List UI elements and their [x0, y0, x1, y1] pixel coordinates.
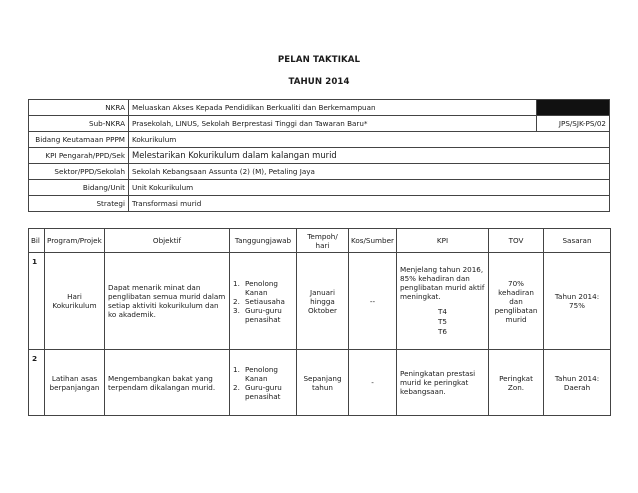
info-row-sektor: [29, 164, 610, 180]
row-program: Latihan asas berpanjangan: [45, 350, 105, 416]
col-kos: Kos/Sumber: [349, 229, 397, 253]
row-sasaran: Tahun 2014: 75%: [544, 253, 611, 350]
bidang-label: Bidang Keutamaan PPPM: [29, 132, 129, 148]
col-kpi: KPI: [397, 229, 489, 253]
col-sasaran: Sasaran: [544, 229, 611, 253]
col-tov: TOV: [489, 229, 544, 253]
row-tanggungjawab: [230, 350, 297, 416]
col-program: Program/Projek: [45, 229, 105, 253]
info-row-strategi: [29, 196, 610, 212]
row-tov: Peringkat Zon.: [489, 350, 544, 416]
col-bil: Bil: [29, 229, 45, 253]
strategi-label: Strategi: [29, 196, 129, 212]
kpi-text: Menjelang tahun 2016, 85% kehadiran dan penglibatan murid aktif meningkat.: [400, 265, 485, 301]
tanggungjawab-list: [233, 365, 293, 401]
row-kpi: Peningkatan prestasi murid ke peringkat kebangsaan.: [397, 350, 489, 416]
row-kos: --: [349, 253, 397, 350]
row-tanggungjawab: [230, 253, 297, 350]
info-row-bidang: [29, 132, 610, 148]
col-tanggungjawab: Tanggungjawab: [230, 229, 297, 253]
info-row-unit: [29, 180, 610, 196]
unit-value: Unit Kokurikulum: [129, 180, 610, 196]
row-tempoh: Januari hingga Oktober: [297, 253, 349, 350]
info-row-subnkra: [29, 116, 610, 132]
row-kpi: [397, 253, 489, 350]
kpi-targets: T4 T5 T6: [438, 307, 447, 336]
tanggungjawab-list: [233, 279, 293, 324]
info-row-kpi: [29, 148, 610, 164]
document-year: TAHUN 2014: [288, 77, 350, 87]
col-tempoh: Tempoh/ hari: [297, 229, 349, 253]
row-tempoh: Sepanjang tahun: [297, 350, 349, 416]
list-item: 3. Guru-guru penasihat: [233, 305, 282, 324]
table-row: [29, 253, 611, 350]
subnkra-label: Sub-NKRA: [29, 116, 129, 132]
document-title: PELAN TAKTIKAL: [277, 55, 361, 65]
table-header-row: [29, 229, 611, 253]
subnkra-value: Prasekolah, LINUS, Sekolah Berprestasi Tinggi dan Tawaran Baru*: [129, 116, 537, 132]
strategi-value: Transformasi murid: [129, 196, 610, 212]
list-item: 2. Setiausaha: [233, 296, 285, 306]
row-tov: 70% kehadiran dan penglibatan murid: [489, 253, 544, 350]
info-table: [28, 99, 610, 212]
row-sasaran: Tahun 2014: Daerah: [544, 350, 611, 416]
nkra-value: Meluaskan Akses Kepada Pendidikan Berkualiti dan Berkemampuan: [129, 100, 537, 116]
list-item: 1. Penolong Kanan: [233, 278, 278, 297]
info-row-nkra: [29, 100, 610, 116]
kpi-label: KPI Pengarah/PPD/Sek: [29, 148, 129, 164]
black-block: [537, 100, 610, 116]
nkra-label: NKRA: [29, 100, 129, 116]
row-objektif: Dapat menarik minat dan penglibatan semua murid dalam setiap aktiviti kokurikulum dan ko akademik.: [105, 253, 230, 350]
table-row: [29, 350, 611, 416]
row-objektif: Mengembangkan bakat yang terpendam dikalangan murid.: [105, 350, 230, 416]
unit-label: Bidang/Unit: [29, 180, 129, 196]
kpi-value: Melestarikan Kokurikulum dalam kalangan murid: [129, 148, 610, 164]
row-kos: -: [349, 350, 397, 416]
row-bil: 1: [29, 253, 45, 350]
bidang-value: Kokurikulum: [129, 132, 610, 148]
plan-table: [28, 228, 611, 416]
col-objektif: Objektif: [105, 229, 230, 253]
row-program: Hari Kokurikulum: [45, 253, 105, 350]
sektor-label: Sektor/PPD/Sekolah: [29, 164, 129, 180]
row-bil: 2: [29, 350, 45, 416]
document-code: JPS/SJK-PS/02: [537, 116, 610, 132]
list-item: 1. Penolong Kanan: [233, 364, 278, 383]
sektor-value: Sekolah Kebangsaan Assunta (2) (M), Petaling Jaya: [129, 164, 610, 180]
list-item: 2. Guru-guru penasihat: [233, 382, 282, 401]
